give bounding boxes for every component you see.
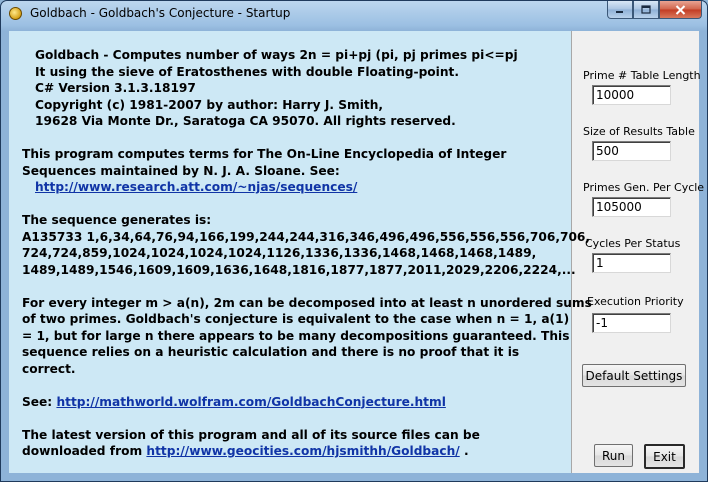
prime-table-length-label: Prime # Table Length bbox=[583, 69, 701, 82]
title-bar[interactable] bbox=[1, 1, 707, 27]
prime-table-length-input[interactable]: 10000 bbox=[592, 85, 671, 105]
execution-priority-input[interactable]: -1 bbox=[592, 313, 671, 333]
info-panel bbox=[9, 31, 592, 473]
execution-priority-label: Execution Priority bbox=[587, 295, 684, 308]
primes-per-cycle-label: Primes Gen. Per Cycle bbox=[583, 181, 705, 194]
download-suffix: . bbox=[459, 444, 469, 458]
download-prefix: downloaded from bbox=[22, 444, 147, 458]
header-line: Copyright (c) 1981-2007 by author: Harry J. Smith, bbox=[35, 97, 384, 112]
results-table-size-label: Size of Results Table bbox=[583, 125, 695, 138]
explanation-paragraph bbox=[22, 295, 592, 378]
header-line: It using the sieve of Eratosthenes with double Floating-point. bbox=[35, 64, 459, 79]
geocities-link[interactable]: http://www.geocities.com/hjsmithh/Goldbach/ bbox=[146, 444, 460, 458]
close-icon bbox=[675, 5, 686, 15]
oeis-paragraph bbox=[22, 146, 567, 196]
explanation-line: correct. bbox=[22, 361, 76, 376]
explanation-line: For every integer m > a(n), 2m can be decomposed into at least n unordered sums bbox=[22, 295, 592, 310]
header-line: Goldbach - Computes number of ways 2n = pi+pj (pi, pj primes pi<=pj bbox=[35, 48, 518, 62]
see-label: See: bbox=[22, 394, 57, 409]
see-paragraph bbox=[22, 394, 567, 411]
program-header bbox=[22, 47, 567, 130]
sequence-line: 724,724,859,1024,1024,1024,1024,1126,1336,1336,1468,1468,1468,1489, bbox=[22, 246, 537, 260]
default-settings-button[interactable]: Default Settings bbox=[582, 364, 686, 387]
mathworld-link[interactable]: http://mathworld.wolfram.com/GoldbachConjecture.html bbox=[56, 394, 446, 409]
client-area bbox=[9, 31, 705, 473]
cycles-per-status-label: Cycles Per Status bbox=[585, 237, 681, 250]
close-button[interactable] bbox=[659, 1, 702, 19]
maximize-button[interactable] bbox=[633, 1, 659, 19]
sequence-intro: The sequence generates is: bbox=[22, 213, 212, 227]
explanation-line: = 1, but for large n there appears to be many decompositions guaranteed. This bbox=[22, 328, 570, 343]
download-paragraph bbox=[22, 427, 567, 460]
sequence-line: A135733 1,6,34,64,76,94,166,199,244,244,316,346,496,496,556,556,556,706,706, bbox=[22, 229, 591, 244]
sequence-line: 1489,1489,1546,1609,1609,1636,1648,1816,1877,1877,2011,2029,2206,2224,... bbox=[22, 262, 576, 277]
cycles-per-status-input[interactable]: 1 bbox=[592, 253, 671, 273]
oeis-intro-line: This program computes terms for The On-Line Encyclopedia of Integer bbox=[22, 147, 507, 161]
results-table-size-input[interactable]: 500 bbox=[592, 141, 671, 161]
explanation-line: sequence relies on a heuristic calculation and there is no proof that it is bbox=[22, 345, 520, 359]
window-title: Goldbach - Goldbach's Conjecture - Startup bbox=[30, 6, 291, 20]
info-text bbox=[22, 47, 592, 476]
minimize-icon bbox=[615, 6, 625, 14]
oeis-link[interactable]: http://www.research.att.com/~njas/sequences/ bbox=[35, 180, 358, 194]
download-line: The latest version of this program and all of its source files can be bbox=[22, 427, 480, 442]
header-line: 19628 Via Monte Dr., Saratoga CA 95070. All rights reserved. bbox=[35, 114, 456, 128]
primes-per-cycle-input[interactable]: 105000 bbox=[592, 197, 671, 217]
settings-panel bbox=[572, 31, 705, 473]
caption-buttons bbox=[607, 1, 702, 19]
header-line: C# Version 3.1.3.18197 bbox=[35, 81, 196, 95]
maximize-icon bbox=[641, 5, 651, 14]
run-button[interactable]: Run bbox=[594, 444, 633, 467]
goldbach-app-icon[interactable] bbox=[9, 7, 22, 20]
sequence-paragraph bbox=[22, 212, 591, 278]
explanation-line: of two primes. Goldbach's conjecture is equivalent to the case when n = 1, a(1) bbox=[22, 312, 570, 326]
minimize-button[interactable] bbox=[607, 1, 633, 19]
exit-button[interactable]: Exit bbox=[644, 444, 685, 469]
oeis-intro-line: Sequences maintained by N. J. A. Sloane. See: bbox=[22, 163, 340, 178]
